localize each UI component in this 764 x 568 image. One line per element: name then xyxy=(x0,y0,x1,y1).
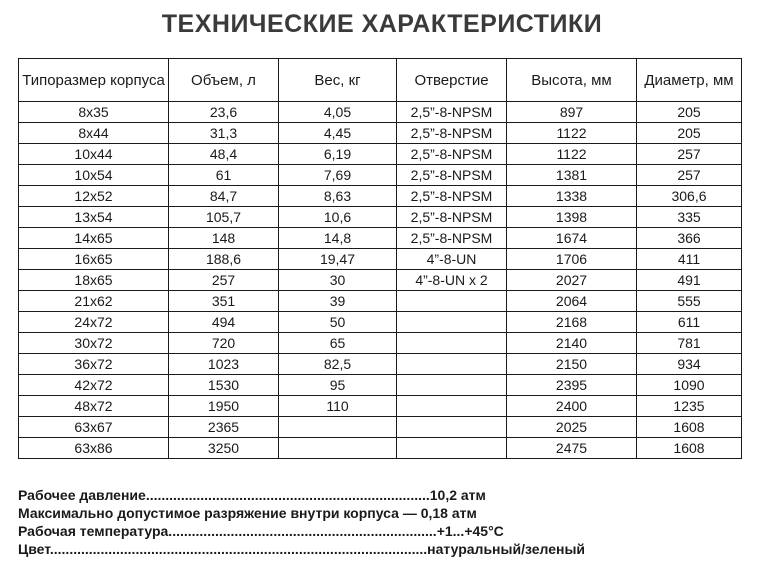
table-row xyxy=(19,165,742,186)
cell-height: 2027 xyxy=(507,270,637,291)
header-volume: Объем, л xyxy=(169,59,279,102)
cell-weight: 39 xyxy=(279,291,397,312)
page-title: ТЕХНИЧЕСКИЕ ХАРАКТЕРИСТИКИ xyxy=(161,10,603,38)
cell-volume: 61 xyxy=(169,165,279,186)
cell-height: 2140 xyxy=(507,333,637,354)
cell-diameter: 1608 xyxy=(637,417,742,438)
cell-size: 16x65 xyxy=(19,249,169,270)
table-row xyxy=(19,354,742,375)
header-opening: Отверстие xyxy=(397,59,507,102)
note-vacuum: Максимально допустимое разряжение внутри корпуса — 0,18 атм xyxy=(18,505,477,521)
spec-notes xyxy=(18,486,758,558)
cell-diameter: 205 xyxy=(637,123,742,144)
cell-size: 63x67 xyxy=(19,417,169,438)
cell-size: 14x65 xyxy=(19,228,169,249)
cell-height: 1381 xyxy=(507,165,637,186)
cell-size: 18x65 xyxy=(19,270,169,291)
cell-height: 1674 xyxy=(507,228,637,249)
table-row xyxy=(19,207,742,228)
cell-size: 48x72 xyxy=(19,396,169,417)
table-row xyxy=(19,312,742,333)
cell-opening: 2,5”-8-NPSM xyxy=(397,123,507,144)
cell-height: 897 xyxy=(507,102,637,123)
cell-opening xyxy=(397,417,507,438)
cell-diameter: 1235 xyxy=(637,396,742,417)
header-diameter: Диаметр, мм xyxy=(637,59,742,102)
cell-size: 10x54 xyxy=(19,165,169,186)
cell-size: 63x86 xyxy=(19,438,169,459)
cell-diameter: 555 xyxy=(637,291,742,312)
cell-volume: 105,7 xyxy=(169,207,279,228)
cell-volume: 148 xyxy=(169,228,279,249)
cell-opening: 2,5”-8-NPSM xyxy=(397,207,507,228)
cell-volume: 48,4 xyxy=(169,144,279,165)
cell-weight: 95 xyxy=(279,375,397,396)
cell-opening xyxy=(397,333,507,354)
cell-volume: 1530 xyxy=(169,375,279,396)
cell-opening xyxy=(397,312,507,333)
table-row xyxy=(19,186,742,207)
cell-weight xyxy=(279,417,397,438)
cell-weight: 14,8 xyxy=(279,228,397,249)
cell-size: 8x44 xyxy=(19,123,169,144)
cell-weight: 110 xyxy=(279,396,397,417)
cell-size: 10x44 xyxy=(19,144,169,165)
cell-diameter: 335 xyxy=(637,207,742,228)
cell-volume: 720 xyxy=(169,333,279,354)
cell-size: 13x54 xyxy=(19,207,169,228)
cell-height: 2168 xyxy=(507,312,637,333)
cell-diameter: 205 xyxy=(637,102,742,123)
cell-opening xyxy=(397,354,507,375)
cell-diameter: 257 xyxy=(637,144,742,165)
cell-height: 2150 xyxy=(507,354,637,375)
table-row xyxy=(19,417,742,438)
cell-weight: 4,05 xyxy=(279,102,397,123)
cell-opening: 4”-8-UN xyxy=(397,249,507,270)
table-row xyxy=(19,333,742,354)
table-row xyxy=(19,375,742,396)
cell-volume: 351 xyxy=(169,291,279,312)
table-row xyxy=(19,102,742,123)
cell-size: 42x72 xyxy=(19,375,169,396)
cell-height: 1338 xyxy=(507,186,637,207)
cell-weight: 65 xyxy=(279,333,397,354)
cell-size: 8x35 xyxy=(19,102,169,123)
cell-size: 30x72 xyxy=(19,333,169,354)
cell-weight: 10,6 xyxy=(279,207,397,228)
cell-diameter: 1608 xyxy=(637,438,742,459)
cell-weight: 50 xyxy=(279,312,397,333)
table-header-row xyxy=(19,59,742,102)
cell-volume: 257 xyxy=(169,270,279,291)
cell-height: 1122 xyxy=(507,123,637,144)
cell-diameter: 781 xyxy=(637,333,742,354)
cell-opening: 4”-8-UN x 2 xyxy=(397,270,507,291)
cell-weight: 19,47 xyxy=(279,249,397,270)
cell-opening xyxy=(397,396,507,417)
table-row xyxy=(19,249,742,270)
header-height: Высота, мм xyxy=(507,59,637,102)
cell-opening xyxy=(397,291,507,312)
cell-height: 1122 xyxy=(507,144,637,165)
cell-diameter: 257 xyxy=(637,165,742,186)
cell-diameter: 411 xyxy=(637,249,742,270)
cell-height: 2475 xyxy=(507,438,637,459)
cell-size: 21x62 xyxy=(19,291,169,312)
cell-size: 36x72 xyxy=(19,354,169,375)
table-row xyxy=(19,123,742,144)
cell-opening: 2,5”-8-NPSM xyxy=(397,186,507,207)
cell-volume: 23,6 xyxy=(169,102,279,123)
table-row xyxy=(19,144,742,165)
cell-volume: 1023 xyxy=(169,354,279,375)
cell-height: 2064 xyxy=(507,291,637,312)
cell-opening: 2,5”-8-NPSM xyxy=(397,228,507,249)
table-row xyxy=(19,396,742,417)
cell-volume: 2365 xyxy=(169,417,279,438)
cell-diameter: 1090 xyxy=(637,375,742,396)
cell-diameter: 366 xyxy=(637,228,742,249)
table-row xyxy=(19,270,742,291)
cell-weight: 82,5 xyxy=(279,354,397,375)
cell-volume: 84,7 xyxy=(169,186,279,207)
cell-opening xyxy=(397,438,507,459)
table-row xyxy=(19,291,742,312)
cell-height: 2400 xyxy=(507,396,637,417)
cell-opening xyxy=(397,375,507,396)
note-color: Цвет.................................................................................................натуральный/зеленый xyxy=(18,541,586,557)
cell-size: 12x52 xyxy=(19,186,169,207)
cell-height: 1398 xyxy=(507,207,637,228)
table-row xyxy=(19,228,742,249)
cell-height: 1706 xyxy=(507,249,637,270)
cell-height: 2025 xyxy=(507,417,637,438)
cell-opening: 2,5”-8-NPSM xyxy=(397,102,507,123)
cell-volume: 188,6 xyxy=(169,249,279,270)
note-pressure: Рабочее давление.........................................................................10,2 атм xyxy=(18,487,486,503)
header-weight: Вес, кг xyxy=(279,59,397,102)
cell-diameter: 934 xyxy=(637,354,742,375)
cell-opening: 2,5”-8-NPSM xyxy=(397,165,507,186)
cell-size: 24x72 xyxy=(19,312,169,333)
cell-weight: 7,69 xyxy=(279,165,397,186)
note-temperature: Рабочая температура.....................................................................+1...+45°С xyxy=(18,523,504,539)
cell-weight: 4,45 xyxy=(279,123,397,144)
cell-volume: 1950 xyxy=(169,396,279,417)
cell-diameter: 611 xyxy=(637,312,742,333)
cell-weight xyxy=(279,438,397,459)
cell-volume: 494 xyxy=(169,312,279,333)
cell-weight: 30 xyxy=(279,270,397,291)
cell-weight: 6,19 xyxy=(279,144,397,165)
specs-table xyxy=(18,58,742,459)
cell-diameter: 491 xyxy=(637,270,742,291)
cell-height: 2395 xyxy=(507,375,637,396)
table-row xyxy=(19,438,742,459)
cell-volume: 31,3 xyxy=(169,123,279,144)
cell-opening: 2,5”-8-NPSM xyxy=(397,144,507,165)
cell-weight: 8,63 xyxy=(279,186,397,207)
cell-diameter: 306,6 xyxy=(637,186,742,207)
header-size: Типоразмер корпуса xyxy=(19,59,169,102)
cell-volume: 3250 xyxy=(169,438,279,459)
